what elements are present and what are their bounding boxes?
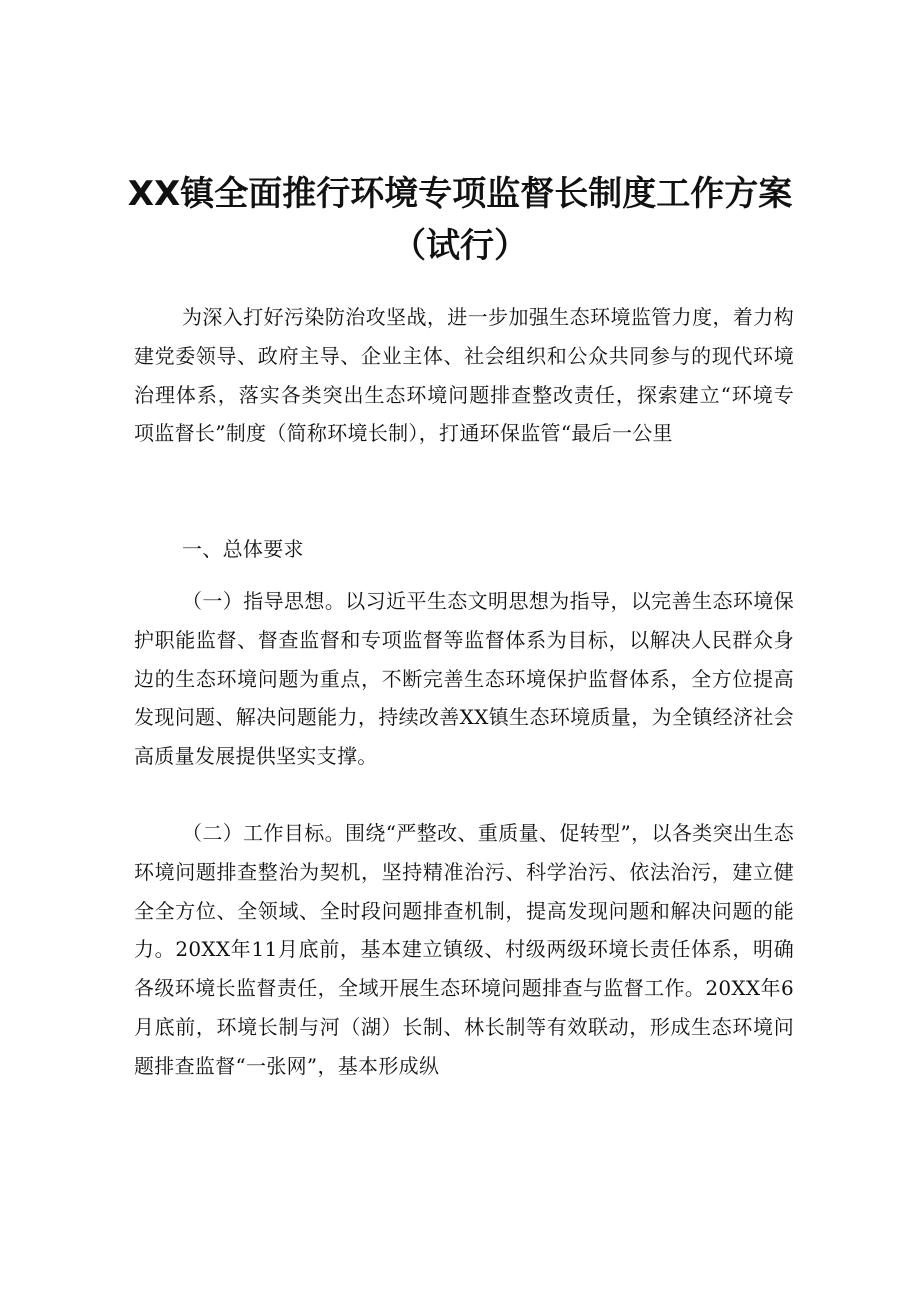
document-subtitle: （试行）: [392, 226, 528, 266]
guiding-ideology-paragraph: （一）指导思想。以习近平生态文明思想为指导，以完善生态环境保护职能监督、督查监督和专项监督等监督体系为目标，以解决人民群众身边的生态环境问题为重点，不断完善生态环境保护监督体系，全方位提高发现问题、解决问题能力，持续改善XX镇生态环境质量，为全镇经济社会高质量发展提供坚实支撑。: [134, 589, 794, 769]
work-goal-paragraph: （二）工作目标。围绕“严整改、重质量、促转型”，以各类突出生态环境问题排查整治为契机，坚持精准治污、科学治污、依法治污，建立健全全方位、全领域、全时段问题排查机制，提高发现问题和解决问题的能力。20XX年11月底前，基本建立镇级、村级两级环境长责任体系，明确各级环境长监督责任，全域开展生态环境问题排查与监督工作。20XX年6月底前，环境长制与河（湖）长制、林长制等有效联动，形成生态环境问题排查监督“一张网”，基本形成纵: [134, 821, 794, 1078]
section-heading: 一、总体要求: [182, 537, 304, 561]
intro-paragraph: 为深入打好污染防治攻坚战，进一步加强生态环境监管力度，着力构建党委领导、政府主导、企业主体、社会组织和公众共同参与的现代环境治理体系，落实各类突出生态环境问题排查整改责任，探索建立“环境专项监督长”制度（简称环境长制），打通环保监管“最后一公里: [134, 305, 794, 446]
document-title: XX镇全面推行环境专项监督长制度工作方案: [127, 174, 793, 214]
